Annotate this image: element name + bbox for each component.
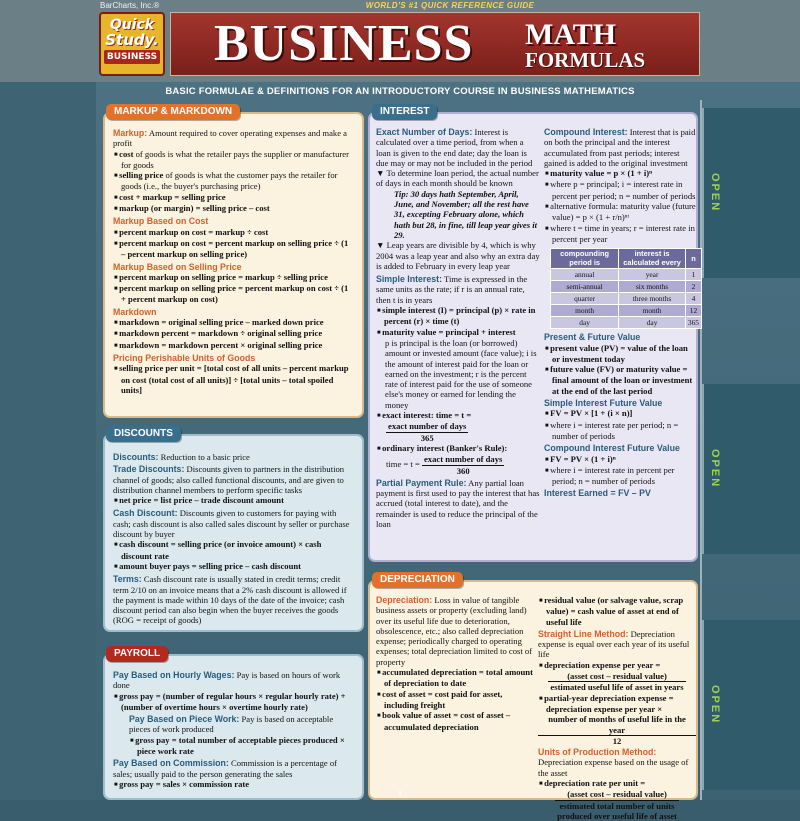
ordinary-interest-label: ■ ordinary interest (Banker's Rule): — [376, 443, 540, 454]
compound-alternative-formula: ■ alternative formula: maturity value (future value) = p × (1 + r/n)ⁿᵗ — [544, 201, 696, 223]
exact-days-note: ▼ To determine loan period, the actual number of days in each month should be known — [376, 168, 539, 189]
compound-future-value-note: ■ where i = interest rate in percent per period; n = number of periods — [544, 465, 696, 487]
ordinary-interest-fraction — [376, 454, 540, 476]
page-title-formulas: FORMULAS — [525, 48, 646, 72]
accumulated-depreciation: ■ accumulated depreciation = total amount of depreciation to date — [376, 667, 534, 689]
partial-year-formula: ■ partial-year depreciation expense = depreciation expense per year × — [538, 693, 696, 715]
units-production-formula: ■ depreciation rate per unit = — [538, 778, 696, 789]
units-production-definition: Depreciation expense based on the usage of the asset — [538, 757, 689, 778]
ordinary-interest-denominator: 360 — [456, 465, 470, 476]
cash-discount-term: Cash Discount: — [113, 508, 178, 519]
section-heading-interest: INTEREST — [372, 104, 437, 120]
discounts-panel — [103, 434, 364, 632]
formula-commission-gross-pay: ■ gross pay = sales × commission rate — [113, 779, 354, 790]
simple-interest-variables: p is principal is the loan (or borrowed) amount or invested amount (face value); i is the amount of interest paid for the loan or earned on the investment; r is the percent rate of interest paid for the use of someone else's money or earned for lending the money — [385, 337, 537, 410]
partial-payment-term: Partial Payment Rule: — [376, 477, 467, 488]
formula-markup-margin: ■ markup (or margin) = selling price – cost — [113, 203, 354, 214]
payroll-panel — [103, 654, 364, 800]
subheading-simple-future-value: Simple Interest Future Value — [544, 398, 663, 409]
straight-line-definition: Depreciation expense is equal over each year of its useful life — [538, 628, 690, 660]
formula-markdown-1: ■ markdown = original selling price – marked down price — [113, 317, 354, 328]
open-tab-top — [702, 108, 800, 278]
page-title: BUSINESS — [214, 15, 474, 72]
trade-discounts-definition: Discounts given to partners in the distribution channel of goods; also called functional discounts, and are given to distribution channel members to perform specific tasks — [113, 464, 345, 495]
section-heading-markup: MARKUP & MARKDOWN — [106, 104, 240, 120]
interest-earned-formula: Interest Earned = FV – PV — [544, 488, 651, 499]
markup-definition: Amount required to cover operating expenses and make a profit — [113, 128, 347, 149]
depreciation-definition: Loss in value of tangible business assets or property (excluding land) over its useful life due to deterioration, obsolescence, etc.; also called depreciation expense; periodically charged to operating expenses; total depreciation limited to cost of property — [376, 595, 533, 667]
exact-interest-fraction — [376, 421, 540, 443]
depreciation-right-column — [538, 595, 696, 821]
formula-maturity-value: ■ maturity value = principal + interest — [376, 327, 540, 338]
hourly-wages-term: Pay Based on Hourly Wages: — [113, 670, 235, 680]
formula-compound-maturity: ■ maturity value = p × (1 + i)ⁿ — [544, 168, 696, 179]
formula-hourly-gross-pay: ■ gross pay = (number of regular hours × regular hourly rate) + (number of overtime hours × overtime hourly rate) — [113, 691, 354, 713]
interest-right-column — [544, 127, 699, 499]
cash-discount-definition: Discounts given to customers for paying with cash; cash discount is also called sales discount by seller or purchase discount by buyer — [113, 508, 350, 540]
formula-simple-future-value: ■ FV = PV × [1 + (i × n)] — [544, 408, 696, 419]
exact-days-definition: Interest is calculated over a time period, from when a loan is given to the end date; day the loan is due may or may not be included in the period — [376, 127, 533, 168]
formula-amount-buyer-pays: ■ amount buyer pays = selling price – cash discount — [113, 561, 354, 572]
units-production-term: Units of Production Method: — [538, 747, 657, 758]
open-tab-bottom — [702, 620, 800, 790]
open-tab-label: OPEN — [709, 173, 721, 213]
partial-payment-definition: Any partial loan payment is first used to pay the interest that has accrued (total interest to date), and the remainder is used to reduce the principal of the loan — [376, 477, 540, 529]
tip-rhyme: Tip: 30 days hath September, April, June, and November; all the rest have 31, excepting February alone, which hath but 28, in fine, till leap year gives it 29. — [394, 188, 537, 240]
units-production-numerator: (asset cost – residual value) — [555, 789, 679, 800]
piece-work-definition: Pay is based on acceptable pieces of work produced — [129, 714, 334, 735]
left-margin-strip — [0, 82, 96, 800]
ordinary-time-label: time = t = — [386, 458, 420, 469]
trade-discounts-term: Trade Discounts: — [113, 464, 185, 475]
logo-line-3: BUSINESS — [104, 50, 160, 64]
table-row: month month 12 — [551, 305, 702, 317]
compound-maturity-note: ■ where p = principal; i = interest rate in percent per period; n = number of periods — [544, 179, 696, 201]
page-title-math: MATH — [525, 18, 617, 51]
open-tab-label: OPEN — [709, 685, 721, 725]
hourly-wages-definition: Pay is based on hours of work done — [113, 670, 341, 691]
units-production-denominator-1: estimated total number of units — [559, 800, 675, 811]
markup-term: Markup: — [113, 128, 148, 138]
publisher-label: BarCharts, Inc.® — [100, 1, 160, 10]
logo-line-1: Quick — [109, 17, 155, 33]
quickstudy-logo — [99, 12, 165, 76]
formula-cost-markup: ■ cost + markup = selling price — [113, 192, 354, 203]
terms-definition: Cash discount rate is usually stated in credit terms; credit term 2/10 on an invoice means that a 2% cash discount is allowed if the payment is made within 10 days of the date of the invoice; cash discount period can also begin when the buyer receives the goods (ROG = receipt of goods) — [113, 574, 347, 626]
formula-markdown-2: ■ markdown percent = markdown ÷ original selling price — [113, 328, 354, 339]
interest-panel — [368, 112, 698, 562]
table-header: n — [685, 249, 701, 269]
formula-markdown-3: ■ markdown = markdown percent × original selling price — [113, 340, 354, 351]
subheading-present-future-value: Present & Future Value — [544, 332, 641, 343]
section-heading-discounts: DISCOUNTS — [106, 426, 181, 442]
straight-line-numerator: (asset cost – residual value) — [548, 671, 685, 682]
piece-work-term: Pay Based on Piece Work: — [129, 714, 240, 725]
formula-perishable: ■ selling price per unit = [total cost of all units – percent markup on cost (total cost of all units)] ÷ [total units – total spoiled units] — [113, 363, 354, 395]
future-value-definition: ■ future value (FV) or maturity value = final amount of the loan or investment at the end of the last period — [544, 364, 696, 396]
open-tab-label: OPEN — [709, 449, 721, 489]
table-header: interest is calculated every — [619, 249, 686, 269]
depreciation-left-column — [376, 595, 534, 732]
subheading-markup-selling-price: Markup Based on Selling Price — [113, 261, 242, 272]
formula-cash-discount: ■ cash discount = selling price (or invoice amount) × cash discount rate — [113, 539, 354, 561]
table-header: compounding period is — [551, 249, 619, 269]
table-row: semi-annual six months 2 — [551, 281, 702, 293]
straight-line-term: Straight Line Method: — [538, 628, 629, 639]
formula-net-price: ■ net price = list price – trade discount amount — [113, 495, 354, 506]
simple-interest-definition: Time is expressed in the same units as the rate; if r is an annual rate, then t is in years — [376, 274, 528, 305]
section-heading-depreciation: DEPRECIATION — [372, 572, 463, 588]
section-heading-payroll: PAYROLL — [106, 646, 168, 662]
straight-line-denominator: estimated useful life of asset in years — [550, 682, 684, 693]
straight-line-fraction — [538, 671, 696, 693]
formula-markup-sp-2: ■ percent markup on selling price = percent markup on cost ÷ (1 + percent markup on cost) — [113, 283, 354, 305]
simple-future-value-note: ■ where i = interest rate per period; n = number of periods — [544, 420, 696, 442]
depreciation-term: Depreciation: — [376, 595, 433, 605]
straight-line-formula: ■ depreciation expense per year = — [538, 660, 696, 671]
formula-markup-sp-1: ■ percent markup on selling price = markup ÷ selling price — [113, 272, 354, 283]
simple-interest-term: Simple Interest: — [376, 274, 442, 285]
exact-days-term: Exact Number of Days: — [376, 127, 473, 137]
partial-year-fraction — [538, 714, 696, 746]
open-tab-middle — [702, 384, 800, 554]
present-value-definition: ■ present value (PV) = value of the loan or investment today — [544, 343, 696, 365]
compound-interest-definition: Interest that is paid on both the principal and the interest accumulated from past periods; interest gained is added to the original investment — [544, 127, 696, 168]
commission-term: Pay Based on Commission: — [113, 758, 229, 769]
markup-panel — [103, 112, 364, 418]
partial-year-numerator: number of months of useful life in the year — [538, 714, 696, 736]
cost-bullet: ■ cost of goods is what the retailer pays the supplier or manufacturer for goods — [113, 149, 354, 171]
units-production-fraction — [538, 789, 696, 821]
subheading-markdown: Markdown — [113, 306, 157, 317]
subheading-markup-cost: Markup Based on Cost — [113, 216, 209, 227]
compound-interest-term: Compound Interest: — [544, 127, 628, 137]
logo-line-2: Study. — [105, 31, 159, 49]
compounding-table — [550, 248, 702, 329]
selling-price-bullet: ■ selling price of goods is what the customer pays the retailer for goods (i.e., the buyer's purchasing price) — [113, 170, 354, 192]
formula-piece-work-gross-pay: ■ gross pay = total number of acceptable pieces produced × piece work rate — [129, 735, 354, 757]
discounts-term: Discounts: — [113, 452, 159, 462]
tagline: WORLD'S #1 QUICK REFERENCE GUIDE — [365, 1, 535, 10]
terms-term: Terms: — [113, 574, 142, 585]
page-subtitle: BASIC FORMULAE & DEFINITIONS FOR AN INTRODUCTORY COURSE IN BUSINESS MATHEMATICS — [165, 86, 635, 97]
subheading-perishable: Pricing Perishable Units of Goods — [113, 352, 256, 363]
cost-of-asset: ■ cost of asset = cost paid for asset, including freight — [376, 689, 534, 711]
depreciation-panel — [368, 580, 698, 821]
discounts-definition: Reduction to a basic price — [160, 452, 250, 462]
subheading-compound-future-value: Compound Interest Future Value — [544, 443, 680, 454]
table-row: day day 365 — [551, 317, 702, 329]
book-value: ■ book value of asset = cost of asset – accumulated depreciation — [376, 710, 534, 732]
compound-alternative-note: ■ where t = time in years; r = interest rate in percent per year — [544, 223, 696, 245]
exact-interest-formula: ■ exact interest: time = t = — [376, 410, 540, 421]
table-row: quarter three months 4 — [551, 293, 702, 305]
table-row: annual year 1 — [551, 269, 702, 281]
interest-left-column — [376, 127, 540, 529]
page-number: 1 — [398, 789, 402, 798]
commission-definition: Commission is a percentage of sales; usually paid to the person generating the sales — [113, 758, 337, 779]
ordinary-interest-numerator: exact number of days — [423, 454, 503, 465]
exact-interest-numerator: exact number of days — [388, 421, 467, 432]
formula-compound-future-value: ■ FV = PV × (1 + i)ⁿ — [544, 454, 696, 465]
formula-markup-cost-2: ■ percent markup on cost = percent markup on selling price ÷ (1 – percent markup on selling price) — [113, 238, 354, 260]
units-production-denominator-2: produced over useful life of asset — [557, 810, 677, 821]
leap-year-note: ▼ Leap years are divisible by 4, which is why 2004 was a leap year and also why an extra day is added to February in every leap year — [376, 240, 540, 271]
formula-simple-interest: ■ simple interest (I) = principal (p) × rate in percent (r) × time (t) — [376, 305, 540, 327]
partial-year-denominator: 12 — [612, 735, 622, 746]
residual-value: ■ residual value (or salvage value, scrap value) = cash value of asset at end of useful life — [538, 595, 696, 627]
formula-markup-cost-1: ■ percent markup on cost = markup ÷ cost — [113, 227, 354, 238]
exact-interest-denominator: 365 — [420, 432, 434, 443]
